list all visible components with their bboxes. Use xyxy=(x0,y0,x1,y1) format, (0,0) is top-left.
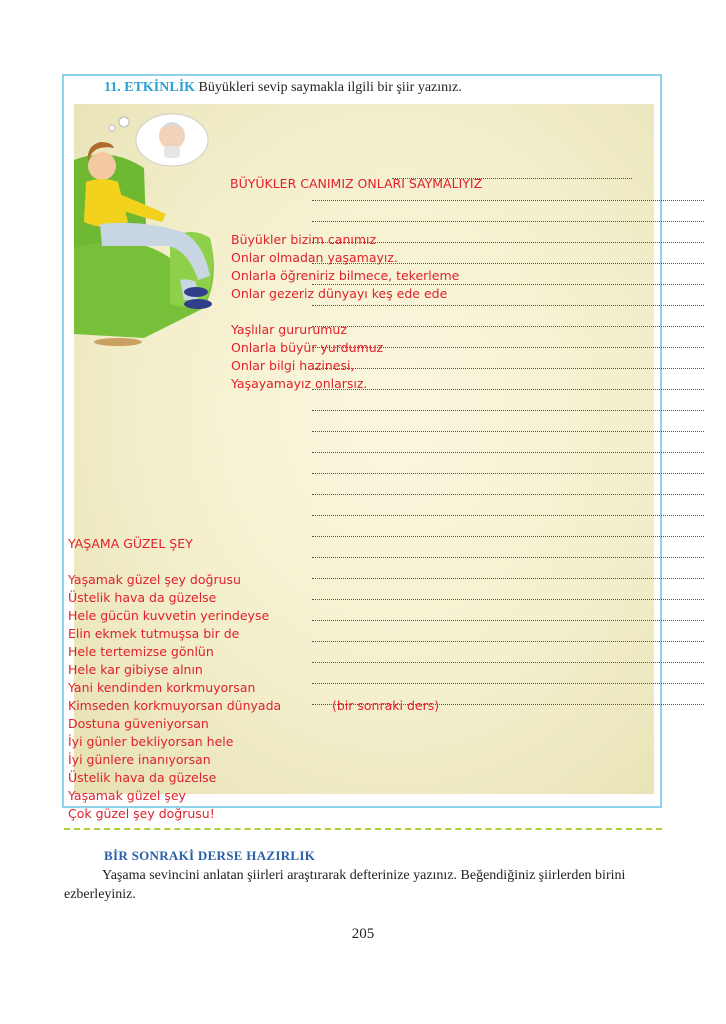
writing-line xyxy=(312,557,704,558)
next-lesson-text xyxy=(64,866,660,904)
writing-line xyxy=(312,494,704,495)
poem-bottom-line: Yaşamak güzel şey doğrusu xyxy=(68,572,241,587)
poem-bottom-line: Yani kendinden korkmuyorsan xyxy=(68,680,256,695)
writing-line xyxy=(312,662,704,663)
writing-line xyxy=(312,641,704,642)
poem-bottom-line: İyi günler bekliyorsan hele xyxy=(68,734,234,749)
writing-line xyxy=(312,305,704,306)
poem-bottom-note: (bir sonraki ders) xyxy=(332,698,440,713)
writing-line xyxy=(312,578,704,579)
poem-top-line: Onlar bilgi hazinesi, xyxy=(231,358,355,373)
writing-line xyxy=(312,536,704,537)
poem-top-line: Yaşlılar gururumuz xyxy=(231,322,347,337)
writing-line xyxy=(312,410,704,411)
poem-bottom-line: Hele gücün kuvvetin yerindeyse xyxy=(68,608,270,623)
writing-line xyxy=(312,326,704,327)
poem-bottom-line: İyi günlere inanıyorsan xyxy=(68,752,211,767)
writing-line xyxy=(312,515,704,516)
writing-line xyxy=(312,620,704,621)
poem-top-title: BÜYÜKLER CANIMIZ ONLARI SAYMALIYIZ xyxy=(230,176,483,191)
poem-top-line: Onlarla büyür yurdumuz xyxy=(231,340,384,355)
poem-bottom-line: Kimseden korkmuyorsan dünyada xyxy=(68,698,282,713)
poem-bottom-line: Üstelik hava da güzelse xyxy=(68,590,217,605)
poem-top-line: Onlarla öğreniriz bilmece, tekerleme xyxy=(231,268,460,283)
poem-bottom-line: Dostuna güveniyorsan xyxy=(68,716,209,731)
poem-bottom-line: Hele tertemizse gönlün xyxy=(68,644,214,659)
writing-line xyxy=(312,431,704,432)
page-number: 205 xyxy=(351,926,375,942)
poem-top-line: Onlar olmadan yaşamayız. xyxy=(231,250,398,265)
poem-bottom-line: Elin ekmek tutmuşsa bir de xyxy=(68,626,240,641)
activity-number: 11. ETKİNLİK xyxy=(104,80,196,95)
poem-top-line: Büyükler bizim canımız xyxy=(231,232,377,247)
writing-line xyxy=(312,368,704,369)
writing-line xyxy=(312,200,704,201)
poem-bottom-line: Hele kar gibiyse alnın xyxy=(68,662,203,677)
poem-bottom-line: Çok güzel şey doğrusu! xyxy=(68,806,215,821)
poem-bottom-line: Yaşamak güzel şey xyxy=(68,788,186,803)
section-divider xyxy=(64,828,662,830)
poem-top-line: Yaşayamayız onlarsız. xyxy=(231,376,368,391)
writing-line xyxy=(312,473,704,474)
boy-armchair-illustration xyxy=(74,108,234,348)
writing-line xyxy=(312,221,704,222)
writing-line xyxy=(312,284,704,285)
poem-top-line: Onlar gezeriz dünyayı keş ede ede xyxy=(231,286,448,301)
poem-bottom-title: YAŞAMA GÜZEL ŞEY xyxy=(68,536,193,551)
writing-line xyxy=(312,452,704,453)
poem-bottom-line: Üstelik hava da güzelse xyxy=(68,770,217,785)
writing-line xyxy=(312,389,704,390)
writing-line xyxy=(312,683,704,684)
writing-line xyxy=(312,599,704,600)
next-lesson-body: Yaşama sevincini anlatan şiirleri araştırarak defterinize yazınız. Beğendiğiniz şiirlerden birini ezberleyiniz. xyxy=(64,868,626,902)
next-lesson-title: BİR SONRAKİ DERSE HAZIRLIK xyxy=(104,848,316,863)
activity-instruction: Büyükleri sevip saymakla ilgili bir şiir yazınız. xyxy=(198,80,462,95)
activity-heading xyxy=(104,80,462,96)
